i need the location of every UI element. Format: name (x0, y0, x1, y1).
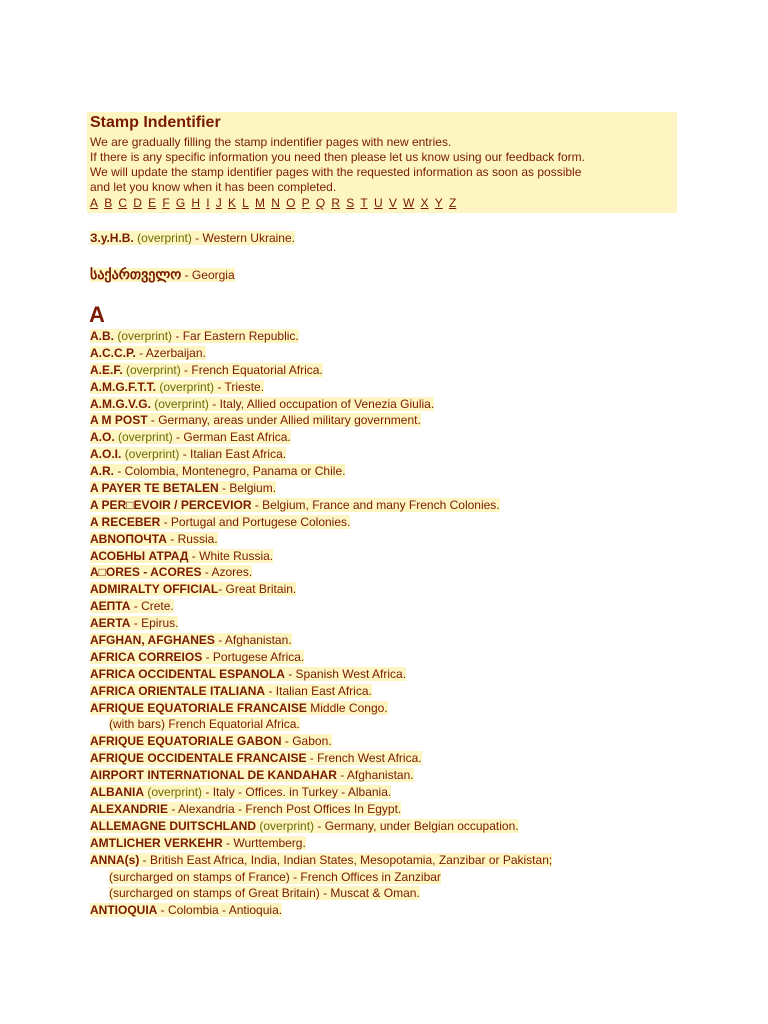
alphabet-link-w[interactable]: W (403, 196, 415, 210)
entry-code: A M POST (90, 413, 148, 428)
intro-line: If there is any specific information you need then please let us know using our feedback form. (90, 150, 585, 164)
entry-text (90, 380, 264, 394)
entry-text (90, 599, 174, 613)
entry-desc: - Portugese Africa. (202, 649, 305, 664)
entry-desc: - White Russia. (188, 548, 274, 563)
alphabet-link-g[interactable]: G (175, 196, 186, 210)
entry-code: ABNOПОЧТА (90, 531, 167, 546)
entry-desc: (surcharged on stamps of Great Britain) - Muscat & Oman. (109, 886, 420, 901)
alphabet-link-b[interactable]: B (104, 196, 113, 210)
entry-text (90, 346, 206, 360)
alphabet-link-x[interactable]: X (420, 196, 429, 210)
entry-code: ANTIOQUIA (90, 903, 158, 918)
entry-code: ALLEMAGNE DUITSCHLAND (90, 818, 256, 833)
entry-code: A PAYER TE BETALEN (90, 481, 219, 496)
entry-text (90, 498, 500, 512)
entry-overprint: (overprint) (154, 396, 209, 411)
entry-desc: - Italy - Offices. in Turkey - Albania. (202, 785, 392, 800)
entry-desc: - Wurttemberg. (222, 835, 306, 850)
entry-text (90, 397, 434, 411)
entry-code: AFRICA ORIENTALE ITALIANA (90, 683, 266, 698)
list-item (90, 598, 710, 615)
list-item (90, 801, 710, 818)
entry-code: AIRPORT INTERNATIONAL DE KANDAHAR (90, 768, 337, 783)
letter-heading: A (89, 302, 105, 327)
list-item (90, 818, 710, 835)
entry-overprint: (overprint) (159, 379, 215, 394)
list-item (90, 683, 710, 700)
entry-text (90, 447, 286, 461)
entry-list (90, 328, 710, 919)
alphabet-link-f[interactable]: F (162, 196, 170, 210)
alphabet-link-p[interactable]: P (301, 196, 310, 210)
entry-code: A.M.G.F.T.T. (90, 379, 156, 394)
alphabet-link-t[interactable]: T (360, 196, 368, 210)
entry-code: AERTA (90, 616, 131, 631)
entry-code: საქართველო (90, 266, 182, 282)
entry-text (90, 616, 178, 630)
entry-code: A.R. (90, 464, 114, 479)
entry-code: ALEXANDRIE (90, 801, 169, 816)
list-item (90, 767, 710, 784)
entry-desc: (surcharged on stamps of France) - French Offices in Zanzibar (109, 869, 441, 884)
entry-code: A PER□EVOIR / PERCEVIOR (90, 497, 252, 512)
pre-entry-georgia (90, 266, 235, 283)
alphabet-link-r[interactable]: R (331, 196, 341, 210)
entry-text (90, 481, 276, 495)
entry-code: AFRICA CORREIOS (90, 649, 203, 664)
alphabet-link-y[interactable]: Y (434, 196, 443, 210)
list-item (90, 480, 710, 497)
entry-text (90, 667, 406, 681)
entry-text (109, 886, 420, 900)
entry-code: A.O. (90, 430, 115, 445)
entry-code: AEПTA (90, 599, 131, 614)
entry-text (90, 633, 292, 647)
entry-desc: - Western Ukraine. (191, 231, 295, 245)
entry-code: АСОБНЫ АТРАД (90, 548, 189, 563)
entry-text (90, 582, 296, 596)
entry-code: AFGHAN, AFGHANES (90, 633, 215, 648)
entry-code: AFRICA OCCIDENTAL ESPANOLA (90, 666, 285, 681)
entry-desc: - Azerbaijan. (135, 345, 206, 360)
entry-desc: - Georgia (181, 268, 235, 282)
entry-desc: - Italy, Allied occupation of Venezia Giulia. (208, 396, 435, 411)
list-item (90, 632, 710, 649)
entry-text (90, 768, 414, 782)
entry-text (90, 734, 332, 748)
entry-text (90, 819, 519, 833)
entry-desc: - Belgium, France and many French Colonies. (251, 497, 500, 512)
list-item (90, 615, 710, 632)
list-item (90, 733, 710, 750)
intro-line: and let you know when it has been completed. (90, 180, 337, 194)
list-item (90, 581, 710, 598)
list-item (90, 852, 710, 869)
entry-desc: (with bars) French Equatorial Africa. (109, 717, 300, 732)
entry-text (90, 430, 291, 444)
entry-text (90, 363, 323, 377)
entry-overprint: (overprint) (137, 231, 192, 245)
alphabet-link-v[interactable]: V (388, 196, 397, 210)
page-title: Stamp Indentifier (90, 114, 221, 131)
list-item (90, 835, 710, 852)
entry-code: ALBANIA (90, 785, 144, 800)
entry-text (90, 464, 345, 478)
entry-desc: - Far Eastern Republic. (172, 329, 299, 343)
list-item (90, 497, 710, 514)
list-item (90, 784, 710, 801)
entry-text (90, 903, 282, 917)
list-item (90, 548, 710, 565)
alphabet-link-q[interactable]: Q (315, 196, 326, 210)
entry-desc: - Spanish West Africa. (284, 666, 407, 681)
entry-desc: - Germany, areas under Allied military government. (147, 413, 421, 428)
entry-desc: - Portugal and Portugese Colonies. (160, 514, 351, 529)
entry-text (90, 549, 273, 563)
entry-desc: - Colombia - Antioquia. (157, 903, 283, 918)
entry-text (90, 515, 350, 529)
entry-text (90, 802, 401, 816)
intro-box (87, 112, 677, 213)
entry-desc: - Epirus. (130, 616, 179, 631)
entry-code: AFRIQUE EQUATORIALE FRANCAISE (90, 700, 307, 715)
intro-line: We will update the stamp identifier pages with the requested information as soon as possible (90, 165, 582, 179)
intro-line: We are gradually filling the stamp indentifier pages with new entries. (90, 135, 452, 149)
pre-entry-western-ukraine (90, 230, 295, 246)
list-item (90, 379, 710, 396)
list-item (90, 750, 710, 767)
entry-text (90, 751, 422, 765)
entry-code: ADMIRALTY OFFICIAL (90, 582, 219, 597)
entry-text (90, 785, 391, 799)
entry-desc: - German East Africa. (172, 430, 291, 445)
list-item (90, 514, 710, 531)
alphabet-link-c[interactable]: C (118, 196, 128, 210)
entry-overprint: (overprint) (259, 818, 315, 833)
entry-code: AFRIQUE OCCIDENTALE FRANCAISE (90, 751, 307, 766)
entry-desc: - Great Britain. (218, 582, 297, 597)
entry-overprint: (overprint) (124, 447, 180, 462)
entry-desc: - Belgium. (218, 481, 277, 496)
entry-text (90, 701, 388, 715)
alphabet-link-k[interactable]: K (227, 196, 236, 210)
list-item (90, 531, 710, 548)
alphabet-link-m[interactable]: M (255, 196, 266, 210)
entry-desc: Middle Congo. (306, 700, 388, 715)
entry-code: A.O.I. (90, 447, 122, 462)
list-item (90, 396, 710, 413)
entry-desc: - Russia. (166, 531, 218, 546)
alphabet-link-i[interactable]: I (206, 196, 210, 210)
alphabet-link-u[interactable]: U (373, 196, 383, 210)
alphabet-link-l[interactable]: L (242, 196, 249, 210)
list-item (90, 564, 710, 581)
alphabet-link-j[interactable]: J (215, 196, 222, 210)
entry-code: A RECEBER (90, 514, 161, 529)
alphabet-index (90, 195, 674, 211)
alphabet-link-o[interactable]: O (286, 196, 296, 210)
list-item (90, 463, 710, 480)
list-item (90, 885, 710, 902)
entry-code: ANNA(s) (90, 852, 140, 867)
entry-desc: - Crete. (130, 599, 174, 614)
entry-desc: - Azores. (201, 565, 253, 580)
alphabet-link-h[interactable]: H (191, 196, 201, 210)
entry-text (90, 413, 421, 427)
entry-overprint: (overprint) (118, 430, 173, 445)
entry-text (90, 231, 295, 245)
list-item (90, 412, 710, 429)
entry-desc: - Trieste. (214, 379, 265, 394)
entry-text (90, 650, 304, 664)
entry-code: A.M.G.V.G. (90, 396, 151, 411)
entry-desc: - British East Africa, India, Indian States, Mesopotamia, Zanzibar or Pakistan; (139, 852, 553, 867)
entry-code: A.E.F. (90, 362, 123, 377)
entry-desc: - Italian East Africa. (265, 683, 372, 698)
list-item (90, 345, 710, 362)
alphabet-link-a[interactable]: A (90, 196, 99, 210)
entry-text (90, 532, 218, 546)
list-item (90, 902, 710, 919)
alphabet-link-d[interactable]: D (133, 196, 142, 210)
alphabet-link-z[interactable]: Z (448, 196, 457, 210)
list-item (90, 649, 710, 666)
entry-code: З.у.Н.В. (90, 231, 134, 245)
entry-desc: - Colombia, Montenegro, Panama or Chile. (114, 464, 346, 479)
entry-desc: - Italian East Africa. (179, 447, 287, 462)
entry-text (90, 329, 299, 343)
entry-text (109, 870, 441, 884)
entry-text (90, 836, 306, 850)
entry-desc: - French Equatorial Africa. (180, 362, 323, 377)
intro-text (90, 135, 674, 195)
entry-text (90, 684, 372, 698)
entry-desc: - Alexandria - French Post Offices In Egypt. (168, 801, 402, 816)
alphabet-link-s[interactable]: S (346, 196, 355, 210)
list-item (90, 446, 710, 463)
alphabet-link-e[interactable]: E (148, 196, 157, 210)
entry-desc: - French West Africa. (306, 751, 422, 766)
entry-desc: - Afghanistan. (214, 633, 292, 648)
entry-overprint: (overprint) (147, 785, 203, 800)
list-item (90, 429, 710, 446)
list-item (90, 700, 710, 717)
list-item (90, 328, 710, 345)
entry-overprint: (overprint) (117, 329, 173, 343)
entry-code: AFRIQUE EQUATORIALE GABON (90, 734, 282, 749)
entry-code: A.C.C.P. (90, 345, 136, 360)
entry-text (90, 853, 552, 867)
list-item (90, 666, 710, 683)
alphabet-link-n[interactable]: N (271, 196, 280, 210)
entry-desc: - Gabon. (281, 734, 332, 749)
entry-text (90, 565, 252, 579)
list-item (90, 362, 710, 379)
entry-text (90, 268, 235, 282)
entry-desc: - Germany, under Belgian occupation. (314, 818, 519, 833)
entry-code: AMTLICHER VERKEHR (90, 835, 223, 850)
entry-code: A.B. (90, 329, 114, 343)
entry-overprint: (overprint) (126, 362, 181, 377)
entry-desc: - Afghanistan. (336, 768, 414, 783)
entry-code: A□ORES - ACORES (90, 565, 202, 580)
entry-text (109, 717, 300, 731)
list-item (90, 869, 710, 886)
list-item (90, 716, 710, 733)
